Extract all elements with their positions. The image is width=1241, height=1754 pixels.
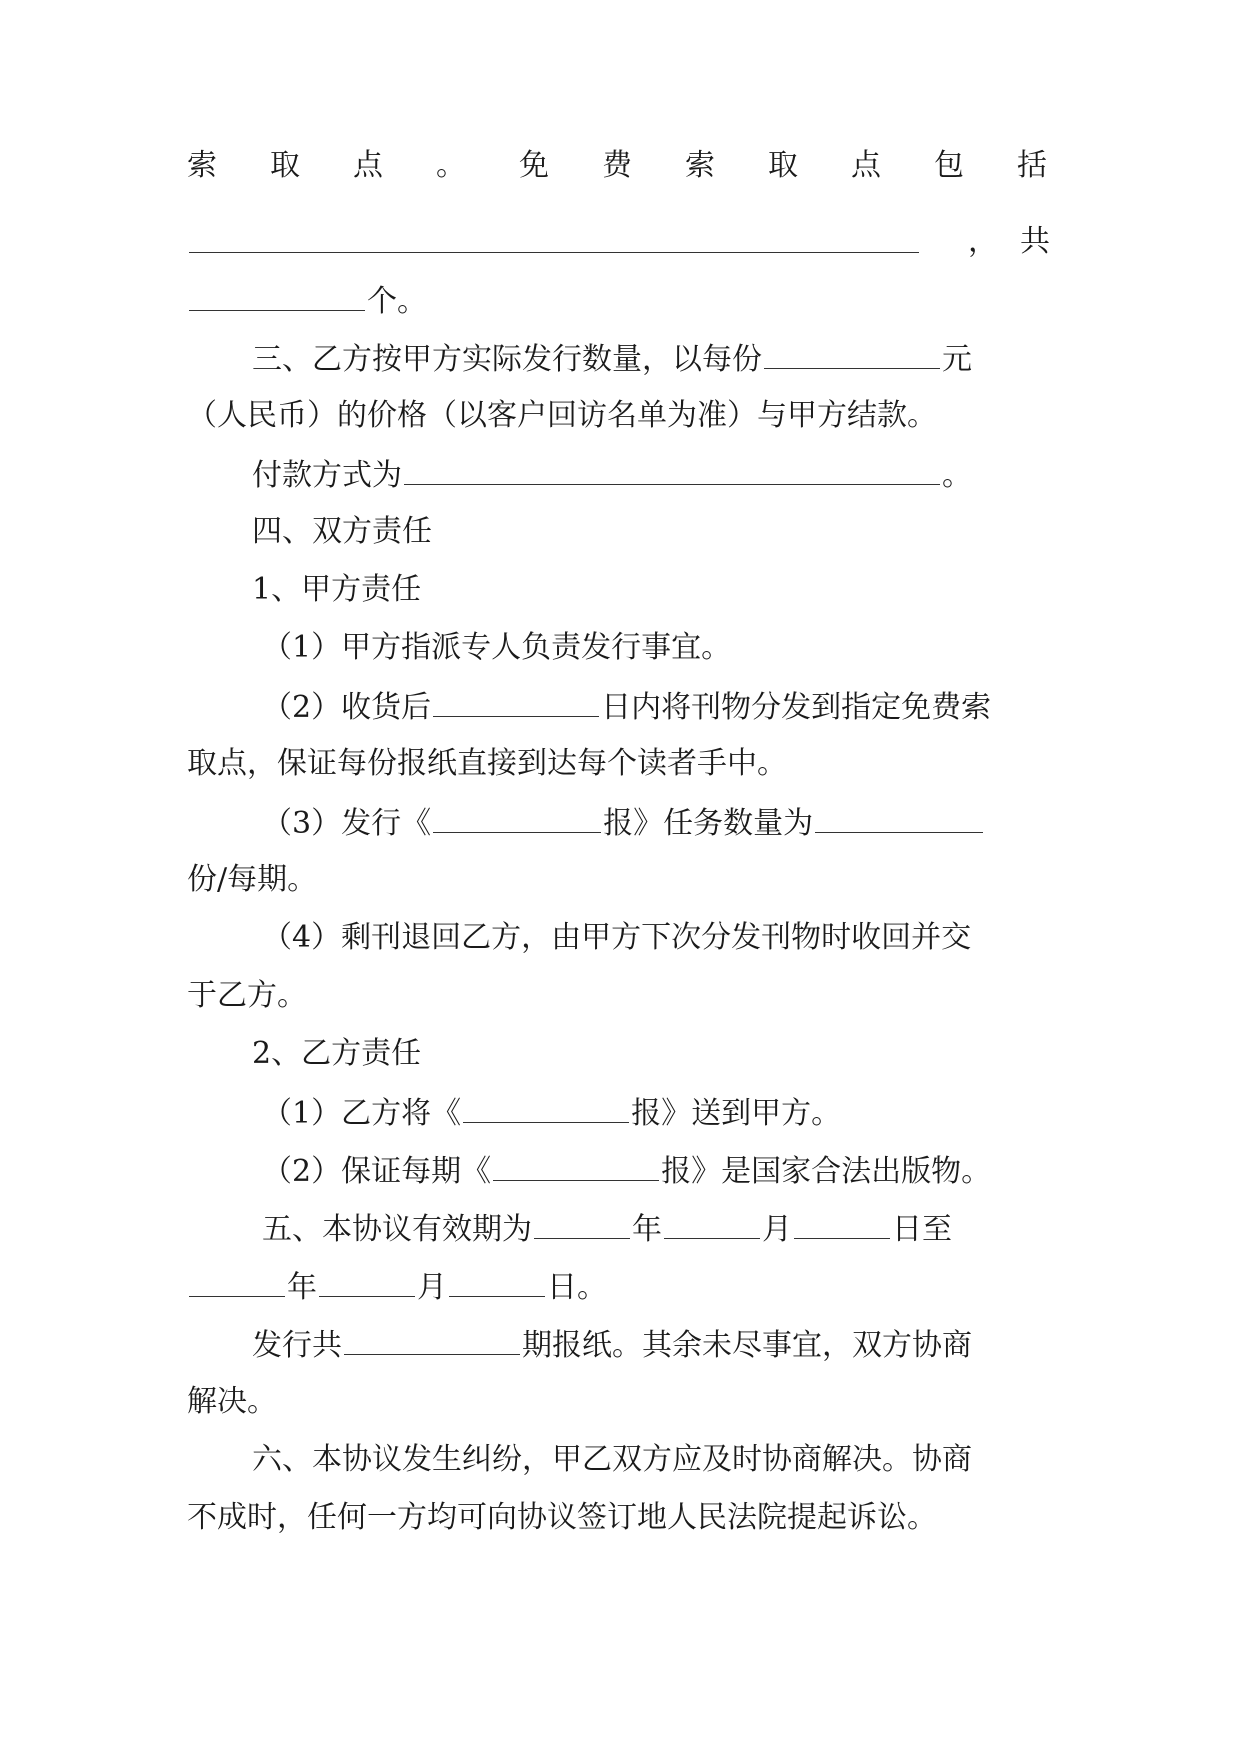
fill-in-blank[interactable]: [433, 686, 599, 717]
text: （2）收货后: [262, 690, 432, 725]
list-item-continuation: [187, 860, 317, 900]
text-line: [968, 222, 1072, 262]
char: 点: [353, 148, 383, 183]
list-item: [262, 1150, 991, 1192]
list-item-continuation: [187, 976, 307, 1016]
fill-in-blank[interactable]: [319, 1266, 415, 1297]
fill-in-blank[interactable]: [433, 802, 601, 833]
disputes-line-2: [187, 1498, 937, 1538]
text: 六、本协议发生纠纷，甲乙双方应及时协商解决。协商: [252, 1442, 972, 1477]
text: （1）乙方将《: [262, 1096, 462, 1131]
text: 报》送到甲方。: [631, 1096, 842, 1131]
text: 付款方式为: [252, 458, 402, 493]
validity-line-2: [187, 1266, 607, 1308]
text: （3）发行《: [262, 806, 432, 841]
text: 元: [942, 342, 972, 377]
text: 份/每期。: [187, 862, 318, 897]
text: 四、双方责任: [252, 514, 432, 549]
list-item: [262, 918, 971, 958]
text: 。: [942, 458, 972, 493]
text: 月: [417, 1270, 447, 1305]
fill-in-blank[interactable]: [815, 802, 983, 833]
char: 费: [602, 148, 632, 183]
char: 括: [1017, 148, 1047, 183]
text: ，共: [968, 224, 1072, 259]
list-item: [262, 1092, 841, 1134]
text: （人民币）的价格（以客户回访名单为准）与甲方结款。: [187, 398, 937, 433]
fill-in-blank[interactable]: [493, 1150, 659, 1181]
text-line: [187, 280, 427, 322]
list-item-continuation: [187, 744, 787, 784]
text: 三、乙方按甲方实际发行数量，以每份: [252, 342, 762, 377]
subsection-heading: [252, 1034, 421, 1074]
fill-in-blank[interactable]: [764, 338, 940, 369]
section-heading: [252, 512, 432, 552]
text: 取点，保证每份报纸直接到达每个读者手中。: [187, 746, 787, 781]
text: 1、甲方责任: [252, 572, 422, 607]
fill-in-blank[interactable]: [344, 1324, 520, 1355]
char: 点: [851, 148, 881, 183]
fill-in-blank[interactable]: [404, 454, 940, 485]
fill-in-blank[interactable]: [189, 1266, 285, 1297]
text: 月: [762, 1212, 792, 1247]
text: 报》任务数量为: [603, 806, 814, 841]
text: 于乙方。: [187, 978, 307, 1013]
text: 报》是国家合法出版物。: [661, 1154, 992, 1189]
text: 日。: [547, 1270, 607, 1305]
clause-3-line-1: [252, 338, 972, 380]
validity-line-1: [262, 1208, 952, 1250]
issues-line: [252, 1324, 972, 1366]
distributed-line: [187, 146, 1047, 186]
text: 解决。: [187, 1384, 277, 1419]
list-item: [262, 628, 731, 668]
text: 五、本协议有效期为: [262, 1212, 532, 1247]
char: 索: [187, 148, 217, 183]
payment-method-line: [252, 454, 972, 496]
char: 取: [768, 148, 798, 183]
text: 2、乙方责任: [252, 1036, 422, 1071]
char: 取: [270, 148, 300, 183]
text: （1）甲方指派专人负责发行事宜。: [262, 630, 732, 665]
char: 。: [436, 148, 466, 183]
text: 期报纸。其余未尽事宜，双方协商: [522, 1328, 972, 1363]
text: 日内将刊物分发到指定免费索: [601, 690, 992, 725]
list-item: [262, 686, 991, 728]
fill-in-blank[interactable]: [664, 1208, 760, 1239]
text: （4）剩刊退回乙方，由甲方下次分发刊物时收回并交: [262, 920, 972, 955]
fill-in-blank[interactable]: [794, 1208, 890, 1239]
issues-line-continuation: [187, 1382, 277, 1422]
blank-line: [187, 222, 921, 264]
char: 免: [519, 148, 549, 183]
list-item: [262, 802, 985, 844]
fill-in-blank[interactable]: [189, 280, 365, 311]
text: 不成时，任何一方均可向协议签订地人民法院提起诉讼。: [187, 1500, 937, 1535]
text: （2）保证每期《: [262, 1154, 492, 1189]
clause-3-line-2: [187, 396, 937, 436]
char: 包: [934, 148, 964, 183]
fill-in-blank[interactable]: [534, 1208, 630, 1239]
char: 索: [685, 148, 715, 183]
fill-in-blank[interactable]: [463, 1092, 629, 1123]
text: 发行共: [252, 1328, 342, 1363]
fill-in-blank[interactable]: [449, 1266, 545, 1297]
text: 年: [287, 1270, 317, 1305]
text: 年: [632, 1212, 662, 1247]
fill-in-blank[interactable]: [189, 222, 919, 253]
text: 个。: [367, 284, 427, 319]
disputes-line-1: [252, 1440, 972, 1480]
subsection-heading: [252, 570, 421, 610]
text: 日至: [892, 1212, 952, 1247]
